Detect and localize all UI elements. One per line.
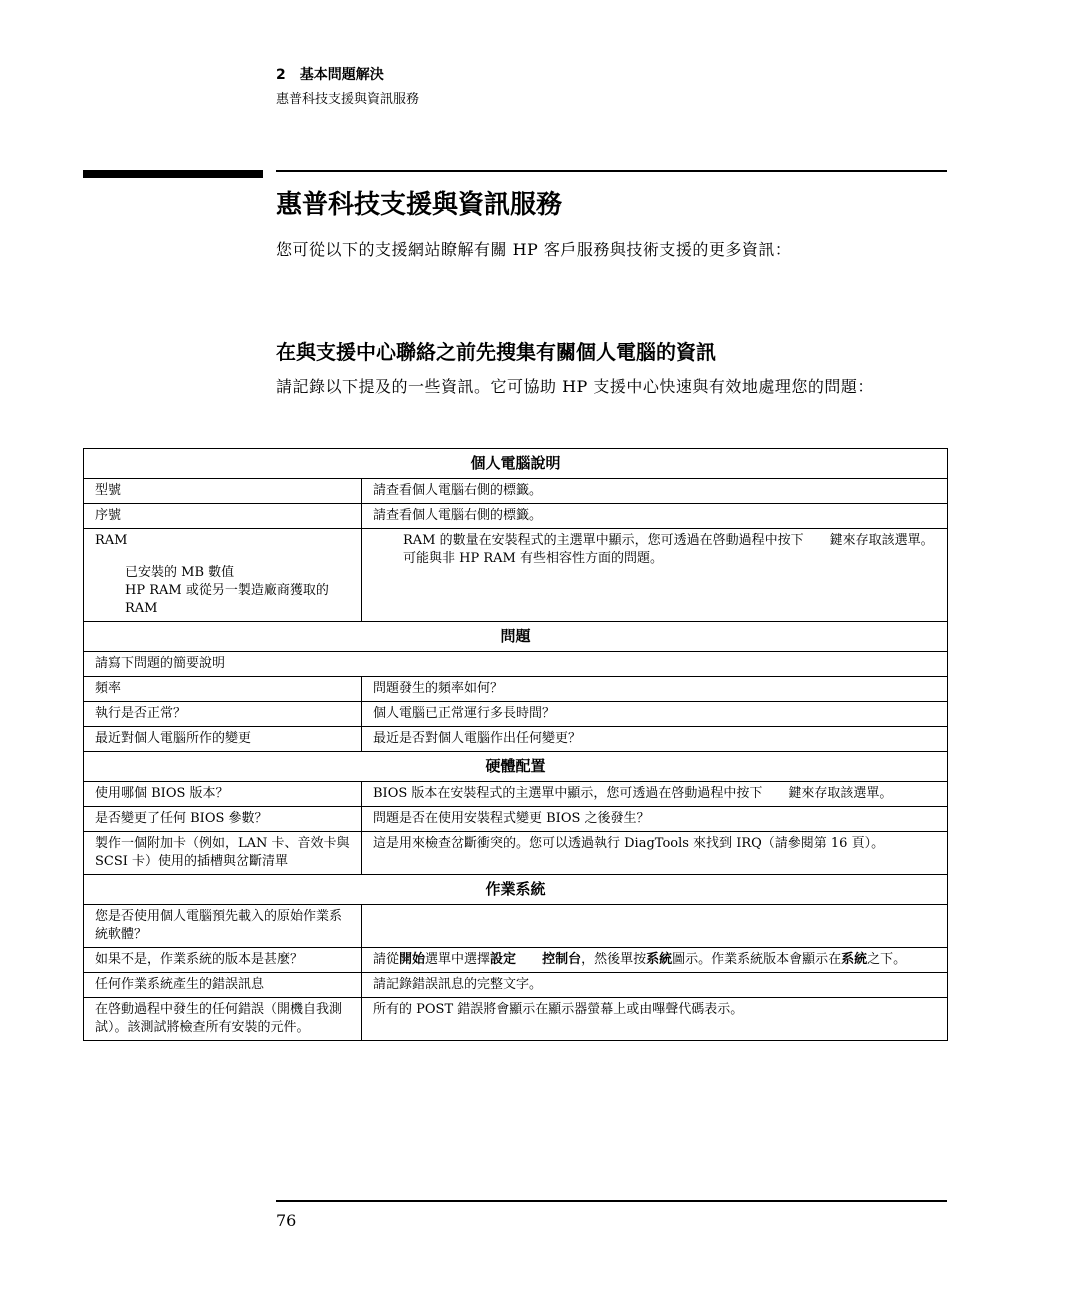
page-number: 76 xyxy=(276,1211,297,1230)
row-key: 最近對個人電腦所作的變更 xyxy=(84,727,362,752)
subsection-paragraph: 請記錄以下提及的一些資訊。它可協助 HP 支援中心快速與有效地處理您的問題： xyxy=(276,377,874,396)
section-heading-problem: 問題 xyxy=(84,622,948,652)
table-row xyxy=(84,832,948,875)
ram-label: RAM xyxy=(95,533,128,548)
table-row xyxy=(84,727,948,752)
info-table xyxy=(83,448,948,1041)
row-value-os-version xyxy=(362,948,948,973)
section-rule-thick xyxy=(83,170,263,178)
section-intro: 您可從以下的支援網站瞭解有關 HP 客戶服務與技術支援的更多資訊： xyxy=(276,240,792,259)
table-row xyxy=(84,807,948,832)
row-value: 請查看個人電腦右側的標籤。 xyxy=(362,504,948,529)
section-title: 惠普科技支援與資訊服務 xyxy=(276,190,563,220)
table-row xyxy=(84,998,948,1041)
table-row xyxy=(84,529,948,622)
row-value: BIOS 版本在安裝程式的主選單中顯示，您可透過在啓動過程中按下 鍵來存取該選單。 xyxy=(362,782,948,807)
table-section-row xyxy=(84,752,948,782)
system-label: 系統 xyxy=(646,952,673,967)
chapter-heading: 2 基本問題解決 xyxy=(276,67,384,83)
table-row xyxy=(84,782,948,807)
row-key: 如果不是，作業系統的版本是甚麼？ xyxy=(84,948,362,973)
running-header: 惠普科技支援與資訊服務 xyxy=(276,92,420,107)
row-key: 您是否使用個人電腦預先載入的原始作業系統軟體？ xyxy=(84,905,362,948)
table-row xyxy=(84,702,948,727)
os-text: 請從 xyxy=(373,952,400,967)
row-value xyxy=(362,905,948,948)
table-row xyxy=(84,905,948,948)
os-text: 圖示。作業系統版本會顯示在 xyxy=(672,952,842,967)
table-row xyxy=(84,948,948,973)
table-row xyxy=(84,652,948,677)
row-key: 在啓動過程中發生的任何錯誤（開機自我測試）。該測試將檢查所有安裝的元件。 xyxy=(84,998,362,1041)
ram-compat-note: 可能與非 HP RAM 有些相容性方面的問題。 xyxy=(403,551,663,566)
row-value: 所有的 POST 錯誤將會顯示在顯示器螢幕上或由嗶聲代碼表示。 xyxy=(362,998,948,1041)
row-key: 序號 xyxy=(84,504,362,529)
section-heading-os: 作業系統 xyxy=(84,875,948,905)
start-menu-label: 開始 xyxy=(399,952,426,967)
row-value-ram xyxy=(362,529,948,622)
table-section-row xyxy=(84,622,948,652)
row-key: 任何作業系統產生的錯誤訊息 xyxy=(84,973,362,998)
row-key: 是否變更了任何 BIOS 參數？ xyxy=(84,807,362,832)
row-value: 這是用來檢查岔斷衝突的。您可以透過執行 DiagTools 來找到 IRQ（請參閱第 16 頁）。 xyxy=(362,832,948,875)
settings-label: 設定 xyxy=(490,952,517,967)
row-value: 請記錄錯誤訊息的完整文字。 xyxy=(362,973,948,998)
row-value: 最近是否對個人電腦作出任何變更？ xyxy=(362,727,948,752)
os-text: 之下。 xyxy=(867,952,907,967)
ram-source-label: HP RAM 或從另一製造廠商獲取的 RAM xyxy=(125,583,329,616)
row-key: 頻率 xyxy=(84,677,362,702)
row-value: 請查看個人電腦右側的標籤。 xyxy=(362,479,948,504)
footer-rule xyxy=(276,1200,947,1202)
section-rule-thin xyxy=(276,170,947,172)
table-row xyxy=(84,504,948,529)
os-text: 選單中選擇 xyxy=(425,952,491,967)
section-heading-pc: 個人電腦說明 xyxy=(84,449,948,479)
control-panel-label: 控制台 xyxy=(542,952,582,967)
row-key-ram xyxy=(84,529,362,622)
table-section-row xyxy=(84,449,948,479)
table-row xyxy=(84,479,948,504)
row-key: 製作一個附加卡（例如，LAN 卡、音效卡與 SCSI 卡）使用的插槽與岔斷清單 xyxy=(84,832,362,875)
row-value: 個人電腦已正常運行多長時間？ xyxy=(362,702,948,727)
table-row xyxy=(84,973,948,998)
system-label: 系統 xyxy=(841,952,868,967)
table-row xyxy=(84,677,948,702)
row-key: 使用哪個 BIOS 版本？ xyxy=(84,782,362,807)
os-text: ，然後單按 xyxy=(581,952,647,967)
row-key: 請寫下問題的簡要說明 xyxy=(84,652,948,677)
row-key: 型號 xyxy=(84,479,362,504)
ram-note: RAM 的數量在安裝程式的主選單中顯示，您可透過在啓動過程中按下 鍵來存取該選單。 xyxy=(403,533,934,548)
ram-installed-label: 已安裝的 MB 數值 xyxy=(125,565,235,580)
subsection-title: 在與支援中心聯絡之前先搜集有關個人電腦的資訊 xyxy=(276,340,716,364)
table-section-row xyxy=(84,875,948,905)
section-heading-hardware: 硬體配置 xyxy=(84,752,948,782)
row-value: 問題是否在使用安裝程式變更 BIOS 之後發生？ xyxy=(362,807,948,832)
row-key: 執行是否正常？ xyxy=(84,702,362,727)
row-value: 問題發生的頻率如何？ xyxy=(362,677,948,702)
